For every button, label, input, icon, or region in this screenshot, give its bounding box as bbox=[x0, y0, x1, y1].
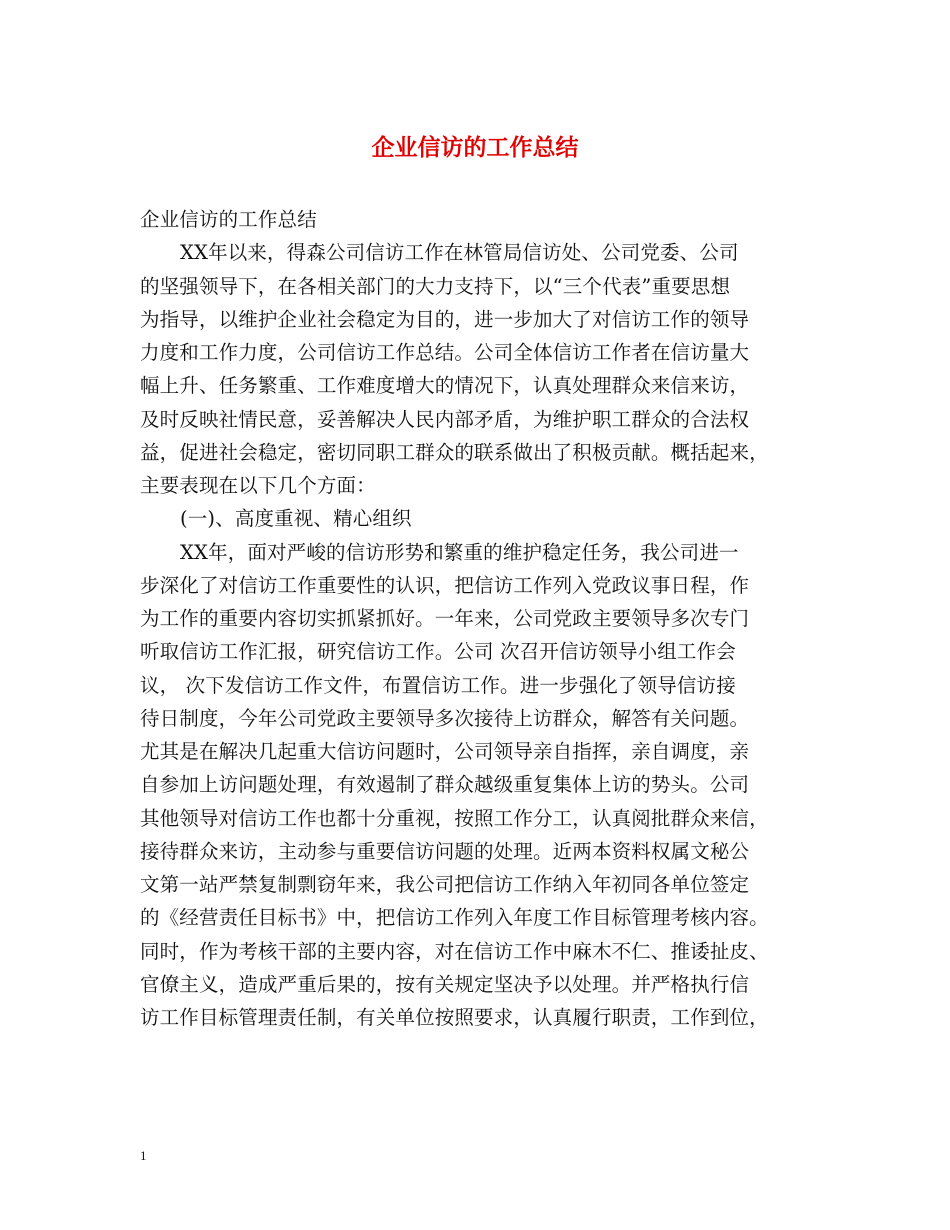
body-line: 议， 次下发信访工作文件，布置信访工作。进一步强化了领导信访接 bbox=[140, 673, 736, 697]
body-line: 步深化了对信访工作重要性的认识，把信访工作列入党政议事日程，作 bbox=[140, 573, 750, 597]
body-line: XX年，面对严峻的信访形势和繁重的维护稳定任务，我公司进一 bbox=[180, 540, 739, 564]
body-line: 文第一站严禁复制剽窃年来，我公司把信访工作纳入年初同各单位签定 bbox=[140, 873, 750, 896]
body-line: 及时反映社情民意，妥善解决人民内部矛盾，为维护职工群众的合法权 bbox=[140, 407, 750, 431]
body-line: 益，促进社会稳定，密切同职工群众的联系做出了积极贡献。概括起来， bbox=[140, 440, 769, 464]
body-line: 接待群众来访，主动参与重要信访问题的处理。近两本资料权属文秘公 bbox=[140, 839, 750, 863]
body-line: 主要表现在以下几个方面： bbox=[140, 474, 376, 497]
body-line: XX年以来，得森公司信访工作在林管局信访处、公司党委、公司 bbox=[180, 241, 739, 265]
body-line: 企业信访的工作总结 bbox=[140, 208, 317, 231]
body-line: 的坚强领导下，在各相关部门的大力支持下，以“三个代表”重要思想 bbox=[140, 274, 731, 298]
body-line: 自参加上访问题处理，有效遏制了群众越级重复集体上访的势头。公司 bbox=[140, 773, 750, 797]
body-line: 官僚主义，造成严重后果的，按有关规定坚决予以处理。并严格执行信 bbox=[140, 972, 750, 996]
body-line: 访工作目标管理责任制，有关单位按照要求，认真履行职责，工作到位， bbox=[140, 1006, 769, 1029]
body-line: 幅上升、任务繁重、工作难度增大的情况下，认真处理群众来信来访， bbox=[140, 374, 750, 398]
body-line: 为指导，以维护企业社会稳定为目的，进一步加大了对信访工作的领导 bbox=[140, 307, 750, 331]
body-line: 的《经营责任目标书》中，把信访工作列入年度工作目标管理考核内容。 bbox=[140, 906, 769, 930]
body-line: 其他领导对信访工作也都十分重视，按照工作分工，认真阅批群众来信， bbox=[140, 806, 769, 830]
body-line: 力度和工作力度，公司信访工作总结。公司全体信访工作者在信访量大 bbox=[140, 341, 750, 364]
body-line: 同时，作为考核干部的主要内容，对在信访工作中麻木不仁、推诿扯皮、 bbox=[140, 939, 769, 963]
page-number: 1 bbox=[140, 1148, 147, 1163]
body-line: 待日制度，今年公司党政主要领导多次接待上访群众，解答有关问题。 bbox=[140, 706, 750, 730]
body-line: 尤其是在解决几起重大信访问题时，公司领导亲自指挥，亲自调度，亲 bbox=[140, 740, 750, 763]
body-line: 听取信访工作汇报，研究信访工作。公司 次召开信访领导小组工作会 bbox=[140, 640, 736, 664]
section-heading: (一)、高度重视、精心组织 bbox=[180, 507, 412, 531]
body-line: 为工作的重要内容切实抓紧抓好。一年来，公司党政主要领导多次专门 bbox=[140, 607, 750, 630]
document-body bbox=[140, 203, 820, 1034]
document-title: 企业信访的工作总结 bbox=[371, 134, 579, 161]
